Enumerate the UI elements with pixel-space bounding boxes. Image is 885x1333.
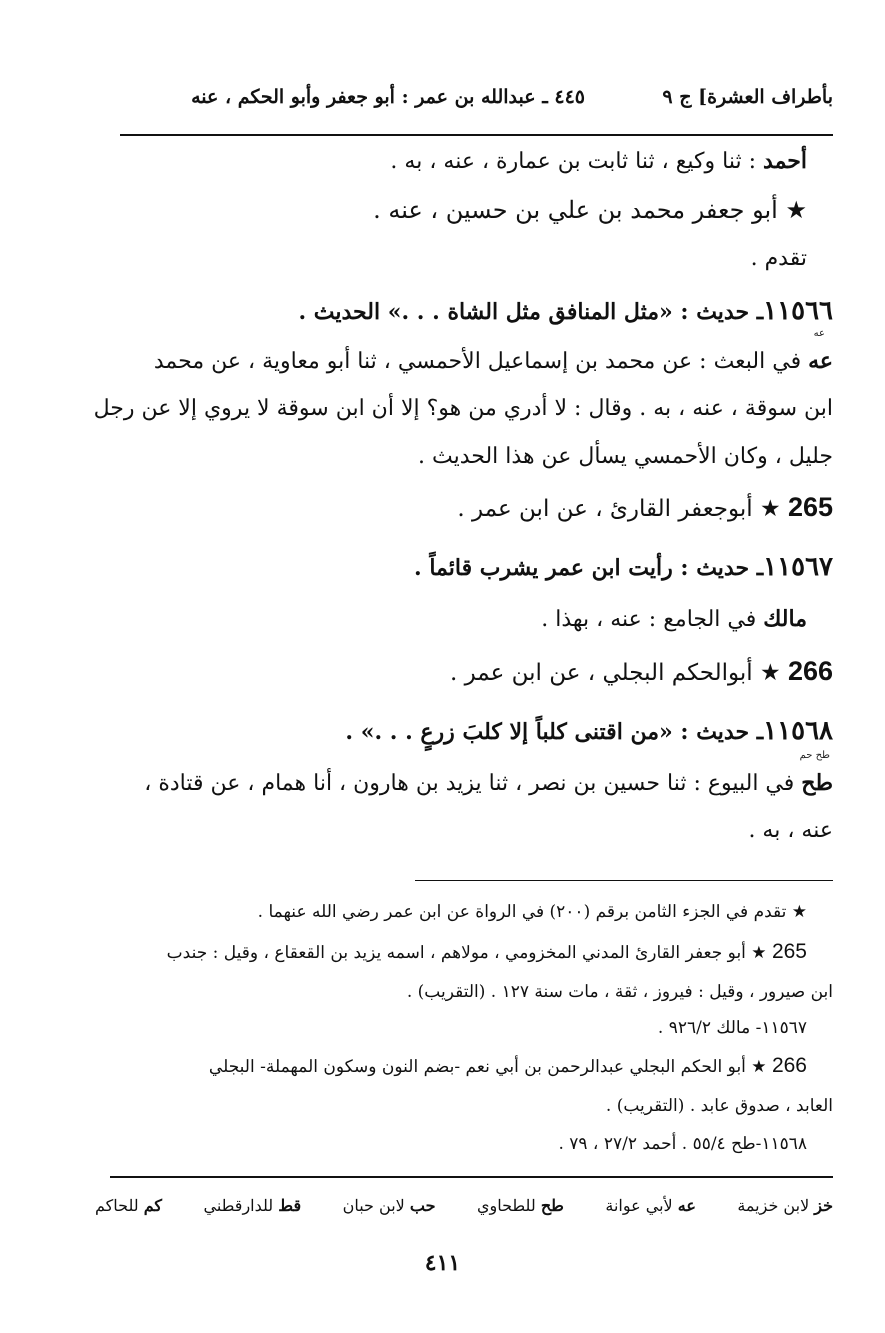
header-section-title: ٤٤٥ ـ عبدالله بن عمر : أبو جعفر وأبو الحكم ، عنه	[191, 86, 585, 108]
abbr-name: للطحاوي	[476, 1196, 541, 1215]
hadith-11567-heading	[414, 552, 833, 582]
hadith-label: ـ حديث	[696, 555, 764, 581]
hadith-text: : «من اقتنى كلباً إلا كلبَ زرعٍ . . .» .	[345, 719, 697, 745]
hadith-11566-line-1	[154, 348, 833, 374]
hadith-11566-line-3: جليل ، وكان الأحمسي يسأل عن هذا الحديث .	[418, 444, 833, 469]
cross-reference: تقدم .	[750, 246, 807, 271]
hadith-number: ١١٥٦٨	[763, 716, 833, 746]
header-rule	[120, 134, 833, 136]
line-text: في البيوع : ثنا حسين بن نصر ، ثنا يزيد بن هارون ، أنا همام ، عن قتادة ،	[144, 771, 802, 796]
hadith-text: : «مثل المنافق مثل الشاة . . .» الحديث .	[298, 299, 697, 325]
source-name: أحمد	[763, 148, 807, 174]
hadith-label: ـ حديث	[696, 719, 764, 745]
hadith-11566-heading	[298, 296, 833, 326]
narrator-text: ★ أبوجعفر القارئ ، عن ابن عمر .	[457, 496, 788, 522]
abbr-name: للدارقطني	[203, 1196, 279, 1215]
narrator-text: ★ أبوالحكم البجلي ، عن ابن عمر .	[449, 660, 788, 686]
abbr-code: خز	[814, 1196, 833, 1215]
abbr-name: للحاكم	[95, 1196, 144, 1215]
line-ahmad-text: : ثنا وكيع ، ثنا ثابت بن عمارة ، عنه ، به .	[390, 149, 764, 174]
narrator-265	[457, 492, 833, 523]
narrator-number: 265	[787, 492, 833, 522]
abbr-ah	[605, 1196, 696, 1215]
footnote-number: 266	[771, 1054, 807, 1077]
hadith-label: ـ حديث	[696, 299, 764, 325]
hadith-number: ١١٥٦٦	[763, 296, 833, 326]
footnote-265-line-2: ابن صيرور ، وقيل : فيروز ، ثقة ، مات سنة ١٢٧ . (التقريب) .	[406, 982, 833, 1002]
footnote-separator	[415, 880, 833, 881]
footnote-11568: ١١٥٦٨-طح ٥٥/٤ . أحمد ٢٧/٢ ، ٧٩ .	[558, 1134, 807, 1154]
footnote-266-line-1	[209, 1054, 807, 1078]
hadith-text: : رأيت ابن عمر يشرب قائماً .	[414, 555, 697, 581]
footnote-11567: ١١٥٦٧- مالك ٩٢٦/٢ .	[657, 1018, 807, 1038]
hadith-11568-siglum: طح حم	[799, 750, 830, 761]
hadith-11568-line-2: عنه ، به .	[748, 818, 833, 843]
hadith-11568-heading	[345, 716, 833, 746]
source-code: طح	[801, 770, 833, 796]
footnote-text: ★ أبو الحكم البجلي عبدالرحمن بن أبي نعم -بضم النون وسكون المهملة- البجلي	[208, 1057, 772, 1077]
abbr-code: كم	[143, 1196, 163, 1215]
header-book-title: بأطراف العشرة] ج ٩	[662, 86, 833, 108]
hadith-11566-line-2: ابن سوقة ، عنه ، به . وقال : لا أدري من هو؟ إلا أن ابن سوقة لا يروي إلا عن رجل	[93, 396, 833, 421]
abbr-name: لأبي عوانة	[605, 1196, 678, 1215]
abbr-th	[477, 1196, 564, 1215]
abbr-name: لابن حبان	[342, 1196, 410, 1215]
abbr-khz	[737, 1196, 833, 1215]
hadith-11568-line-1	[144, 770, 833, 796]
footnote-265-line-1	[167, 940, 807, 964]
line-text: في البعث : عن محمد بن إسماعيل الأحمسي ، ثنا أبو معاوية ، عن محمد	[153, 349, 809, 374]
abbr-code: قط	[278, 1196, 302, 1215]
footnote-text: ★ أبو جعفر القارئ المدني المخزومي ، مولاهم ، اسمه يزيد بن القعقاع ، وقيل : جندب	[166, 943, 772, 963]
abbreviations-legend	[95, 1196, 833, 1215]
abbr-code: طح	[540, 1196, 564, 1215]
footnote-star: ★ تقدم في الجزء الثامن برقم (٢٠٠) في الرواة عن ابن عمر رضي الله عنهما .	[257, 902, 807, 922]
abbr-km	[95, 1196, 162, 1215]
hadith-number: ١١٥٦٧	[763, 552, 833, 582]
footnote-266-line-2: العابد ، صدوق عابد . (التقريب) .	[605, 1096, 833, 1116]
abbr-code: عه	[677, 1196, 696, 1215]
source-text: في الجامع : عنه ، بهذا .	[541, 607, 764, 632]
page-number: ٤١١	[424, 1250, 461, 1276]
abbr-hb	[343, 1196, 436, 1215]
narrator-266	[450, 656, 833, 687]
narrator-abu-jafar-baqir: ★ أبو جعفر محمد بن علي بن حسين ، عنه .	[373, 196, 807, 224]
abbr-qt	[204, 1196, 302, 1215]
narrator-number: 266	[787, 656, 833, 686]
source-code: عه	[808, 348, 833, 374]
hadith-11566-siglum: عه	[813, 328, 825, 339]
line-ahmad	[390, 148, 807, 174]
abbr-code: حب	[409, 1196, 436, 1215]
footnote-number: 265	[771, 940, 807, 963]
hadith-11567-source	[541, 606, 807, 632]
abbreviations-rule	[110, 1176, 833, 1178]
abbr-name: لابن خزيمة	[737, 1196, 815, 1215]
source-name: مالك	[763, 606, 807, 632]
